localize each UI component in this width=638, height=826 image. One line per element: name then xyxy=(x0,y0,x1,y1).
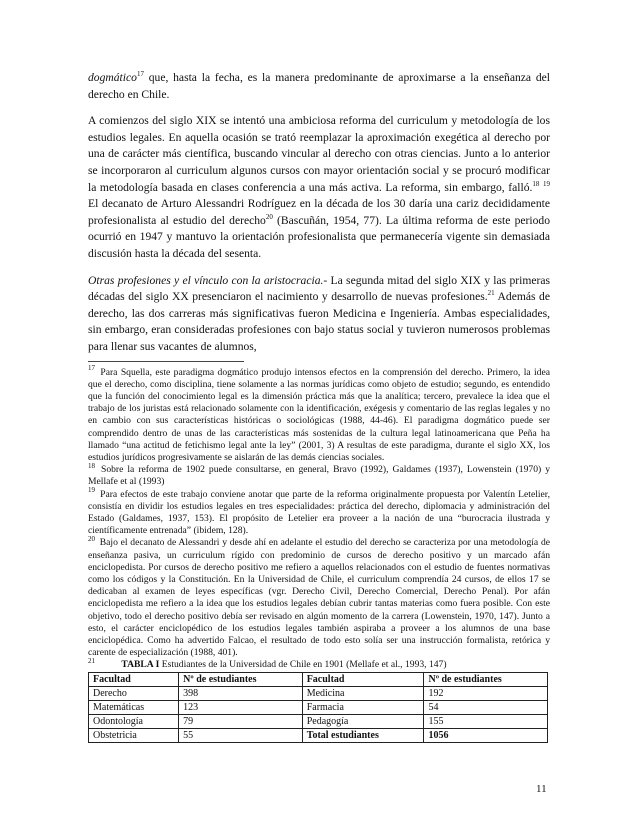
footnote-number: 19 xyxy=(88,486,95,495)
footnote-ref-20[interactable]: 20 xyxy=(265,212,273,221)
footnote-ref-19[interactable]: 19 xyxy=(543,179,550,188)
footnote-text: Para efectos de este trabajo conviene anotar que parte de la reforma originalmente propuesta por Valentín Letelier, consistía en dividir los estudios legales en tres especialidades: práctica del derecho, diplomacia y administración del Estado (Galdames, 1937, 153). El propósito de Letelier era proveer a la nación de una “burocracia ilustrada y científicamente entrenada” (ibidem, 128). xyxy=(88,488,550,537)
paragraph-1 xyxy=(88,70,550,103)
table-row xyxy=(89,715,548,729)
italic-term: dogmático xyxy=(88,71,137,84)
table-row xyxy=(89,687,548,701)
table-cell: 192 xyxy=(424,687,548,701)
table-cell: 123 xyxy=(179,701,303,715)
table-cell: 54 xyxy=(424,701,548,715)
table-cell: 55 xyxy=(179,729,303,743)
footnote-19 xyxy=(88,486,550,538)
table-cell: Farmacia xyxy=(302,701,424,715)
footnote-20 xyxy=(88,537,550,659)
footnote-18 xyxy=(88,461,550,488)
footnote-separator xyxy=(88,361,244,362)
header-cell: Nº de estudiantes xyxy=(179,673,303,687)
table-cell: Medicina xyxy=(302,687,424,701)
footnote-number: 20 xyxy=(88,535,95,544)
paragraph-text: que, hasta la fecha, es la manera predominante de aproximarse a la enseñanza del derecho en Chile. xyxy=(88,71,550,101)
footnote-text: Para Squella, este paradigma dogmático produjo intensos efectos en la comprensión del derecho. Primero, la idea que el derecho, como disciplina, tiene solamente a las normas jurídicas como objeto de estudio; segundo, es entendido que la función del conocimiento legal es la dimensión práctica más que la analítica; tercero, prevalece la idea que el trabajo de los juristas está relacionado solamente con la identificación, exégesis y comentario de las reglas legales y no en cambio con sus características históricas o sociológicas (1988, 44-46). El paradigma dogmático puede ser comprendido dentro de unas de las características más sostenidas de la cultura legal latinoamericana que Peña ha llamado “una actitud de fetichismo legal ante la ley” (2001, 3) A resultas de este paradigma, durante el siglo XX, los estudios jurídicos progresivamente se aislarán de las demás ciencias sociales. xyxy=(88,366,550,463)
table-caption xyxy=(88,659,550,671)
table-header-row xyxy=(89,673,548,687)
header-cell: Nº de estudiantes xyxy=(424,673,548,687)
table-row xyxy=(89,701,548,715)
footnote-ref-17[interactable]: 17 xyxy=(136,70,144,79)
table-cell: Odontología xyxy=(89,715,179,729)
footnote-number: 18 xyxy=(88,461,95,470)
paragraph-text: A comienzos del siglo XIX se intentó una ambiciosa reforma del curriculum y metodología de los estudios legales. En aquella ocasión se trató reemplazar la aproximación exegética al derecho por una de carácter más científica, buscando vincular al derecho con otras ciencias. Junto a lo anterior se incorporaron al curriculum algunos cursos con mayor orientación social y se procuró modificar la metodología basada en clases conferencia a una más activa. La reforma, sin embargo, falló. xyxy=(88,114,550,194)
page-content xyxy=(88,70,550,743)
table-cell: Pedagogía xyxy=(302,715,424,729)
footnote-ref-18[interactable]: 18 xyxy=(532,179,540,188)
paragraph-text: Además de derecho, las dos carreras más significativas fueron Medicina e Ingeniería. Ambas especialidades, sin embargo, eran consideradas profesiones con bajo status social y tuvieron numerosos problemas para llenar sus vacantes de alumnos, xyxy=(88,290,550,353)
paragraph-text: La segunda mitad del siglo XIX y las primeras décadas del siglo XX presenciaron el nacimiento y desarrollo de nuevas profesiones. xyxy=(88,273,550,304)
header-cell: Facultad xyxy=(302,673,424,687)
table-cell: Obstetricia xyxy=(89,729,179,743)
table-total-label: Total estudiantes xyxy=(302,729,424,743)
header-cell: Facultad xyxy=(89,673,179,687)
paragraph-3 xyxy=(88,273,550,356)
paragraph-2 xyxy=(88,113,550,262)
footnote-number: 17 xyxy=(88,364,95,373)
table-cell: Matemáticas xyxy=(89,701,179,715)
table-cell: 79 xyxy=(179,715,303,729)
footnote-number: 21 xyxy=(88,657,95,666)
table-subtitle: Estudiantes de la Universidad de Chile en 1901 (Mellafe et al., 1993, 147) xyxy=(159,659,447,671)
footnote-ref-21[interactable]: 21 xyxy=(487,289,495,298)
page-number: 11 xyxy=(536,783,547,795)
footnote-text: Bajo el decanato de Alessandri y desde ahí en adelante el estudio del derecho se caracteriza por una metodología de enseñanza pasiva, un curriculum rígido con predominio de cursos de derecho positivo y un marcado afán enciclopedista. Por cursos de derecho positivo me refiero a aquellos relacionados con el estudio de fuentes normativas como los códigos y la Constitución. En la Universidad de Chile, el curriculum comprendía 24 cursos, de ellos 17 se dedicaban al examen de leyes específicas (vgr. Derecho Civil, Derecho Comercial, Derecho Penal). Por afán enciclopedista me refiero a la idea que los estudios legales debían cubrir tantas materias como fuera posible. Con este objetivo, todo el derecho positivo debía ser revisado en algún momento de la carrera (Lowenstein, 1970, 147). Junto a esto, el carácter enciclopédico de los estudios legales también aspiraba a proveer a los alumnos de una base enciclopédica. Como ha advertido Falcao, el resultado de todo esto solía ser una instrucción formalista, retórica y carente de especialización (1988, 401). xyxy=(88,537,550,659)
footnote-17 xyxy=(88,364,550,465)
table-cell: Derecho xyxy=(89,687,179,701)
section-heading: Otras profesiones y el vínculo con la aristocracia.- xyxy=(88,273,328,287)
paragraph-text: (Bascuñán, 1954, 77). La última reforma de este periodo ocurrió en 1947 y mantuvo la orientación profesionalista que permanecería vigente sin demasiada discusión hasta la década del sesenta. xyxy=(88,213,551,260)
table-row xyxy=(89,729,548,743)
table-title: TABLA I xyxy=(121,659,160,671)
table-cell: 398 xyxy=(179,687,303,701)
table-cell: 155 xyxy=(424,715,548,729)
paragraph-text: El decanato de Arturo Alessandri Rodríguez en la década de los 30 daría una cariz decididamente profesionalista al estudio del derecho xyxy=(88,197,550,227)
students-table xyxy=(88,672,548,743)
table-total-value: 1056 xyxy=(424,729,548,743)
footnote-text: Sobre la reforma de 1902 puede consultarse, en general, Bravo (1992), Galdames (1937), Lowenstein (1970) y Mellafe et al (1993) xyxy=(88,464,550,488)
